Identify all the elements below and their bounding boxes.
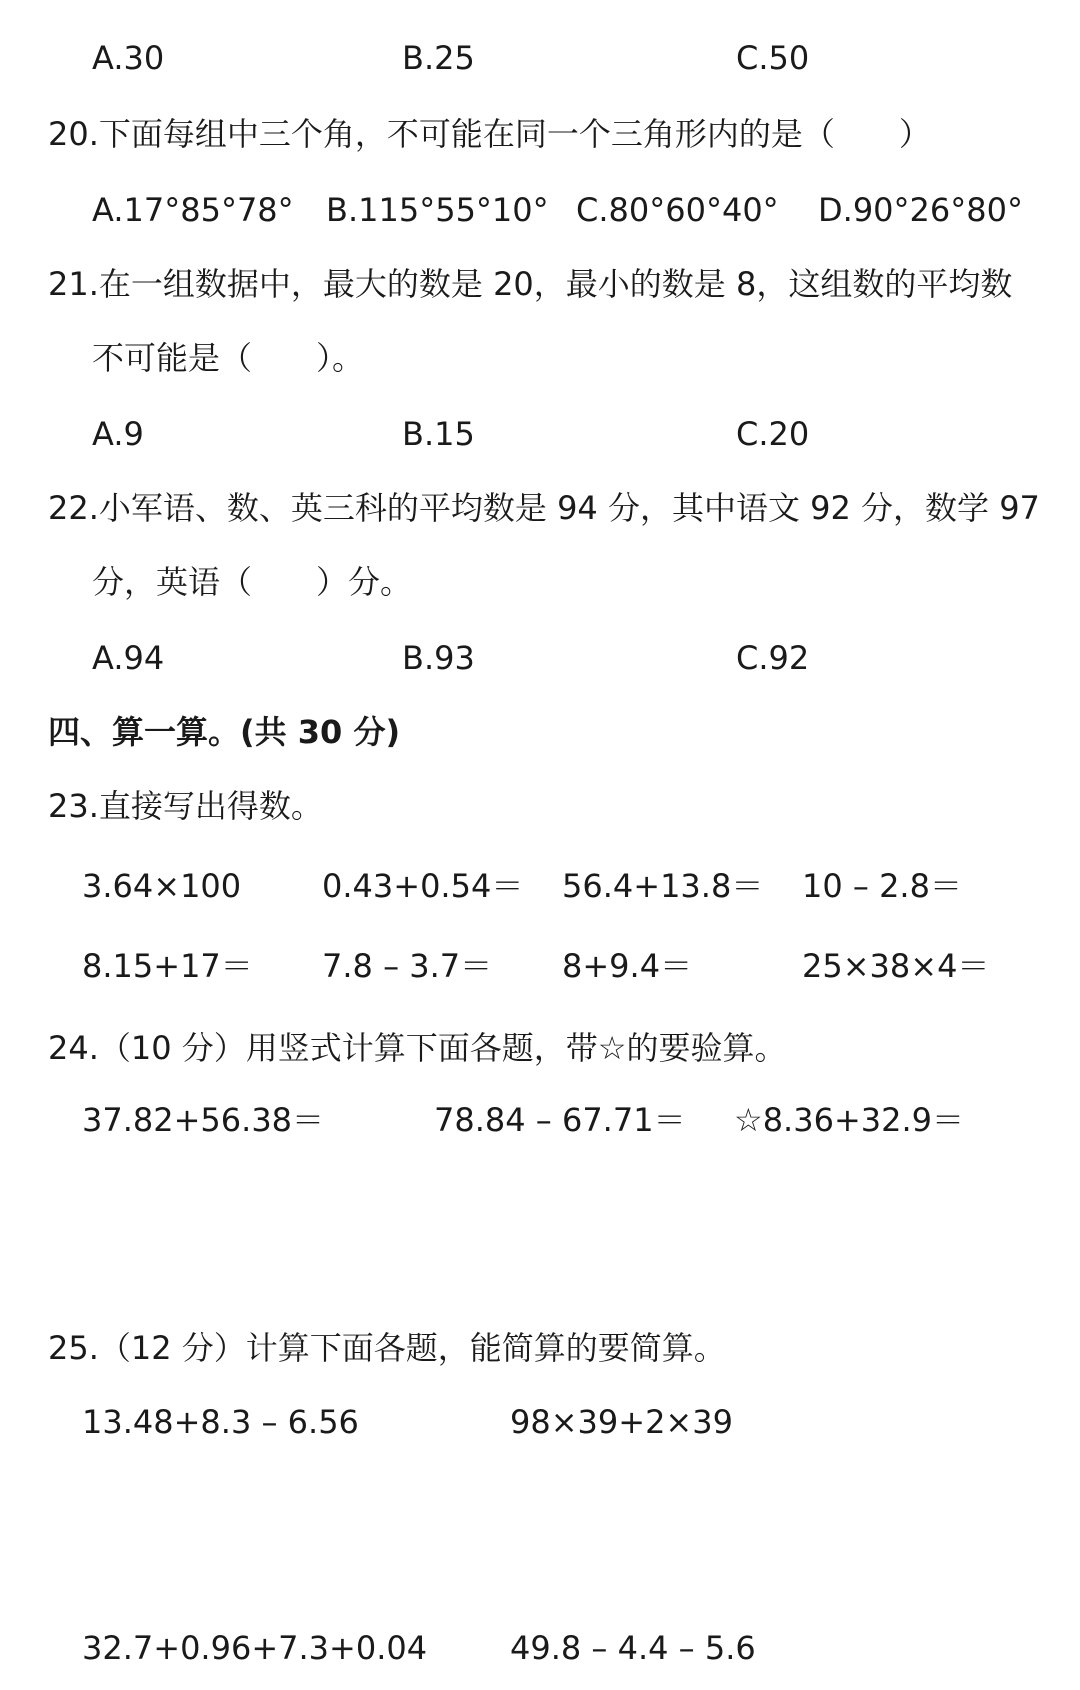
q20-stem: 20.下面每组中三个角，不可能在同一个三角形内的是（ ） — [48, 115, 931, 153]
q22-option-b: B.93 — [402, 639, 475, 677]
q24-item: 37.82+56.38＝ — [82, 1101, 325, 1139]
q21-option-b: B.15 — [402, 415, 475, 453]
q25-item: 13.48+8.3 – 6.56 — [82, 1403, 359, 1441]
q19-option-c: C.50 — [736, 39, 810, 77]
q25-stem: 25.（12 分）计算下面各题，能简算的要简算。 — [48, 1329, 726, 1367]
q23-item: 56.4+13.8＝ — [562, 867, 764, 905]
q23-item: 8+9.4＝ — [562, 947, 693, 985]
q21-stem-line1: 21.在一组数据中，最大的数是 20，最小的数是 8，这组数的平均数 — [48, 265, 1013, 303]
q22-option-c: C.92 — [736, 639, 810, 677]
q22-stem-line2: 分，英语（ ）分。 — [92, 563, 413, 601]
q24-stem: 24.（10 分）用竖式计算下面各题，带☆的要验算。 — [48, 1029, 787, 1067]
q21-stem-line2: 不可能是（ ）。 — [92, 339, 365, 377]
q23-stem: 23.直接写出得数。 — [48, 787, 323, 825]
q23-item: 0.43+0.54＝ — [322, 867, 524, 905]
q23-item: 10 – 2.8＝ — [802, 867, 962, 905]
q19-option-a: A.30 — [92, 39, 165, 77]
q20-option-c: C.80°60°40° — [576, 191, 779, 229]
q25-item: 98×39+2×39 — [510, 1403, 733, 1441]
q23-item: 7.8 – 3.7＝ — [322, 947, 493, 985]
q25-item: 49.8 – 4.4 – 5.6 — [510, 1629, 756, 1667]
q25-item: 32.7+0.96+7.3+0.04 — [82, 1629, 428, 1667]
q23-item: 3.64×100 — [82, 867, 242, 905]
q23-item: 8.15+17＝ — [82, 947, 253, 985]
q23-item: 25×38×4＝ — [802, 947, 990, 985]
section4-title: 四、算一算。(共 30 分) — [48, 713, 401, 751]
q21-option-c: C.20 — [736, 415, 810, 453]
q20-option-a: A.17°85°78° — [92, 191, 294, 229]
q24-item: 78.84 – 67.71＝ — [434, 1101, 686, 1139]
q22-option-a: A.94 — [92, 639, 165, 677]
q24-item: ☆8.36+32.9＝ — [734, 1101, 965, 1139]
q19-option-b: B.25 — [402, 39, 475, 77]
q20-option-d: D.90°26°80° — [818, 191, 1023, 229]
q21-option-a: A.9 — [92, 415, 144, 453]
q22-stem-line1: 22.小军语、数、英三科的平均数是 94 分，其中语文 92 分，数学 97 — [48, 489, 1040, 527]
q20-option-b: B.115°55°10° — [326, 191, 549, 229]
